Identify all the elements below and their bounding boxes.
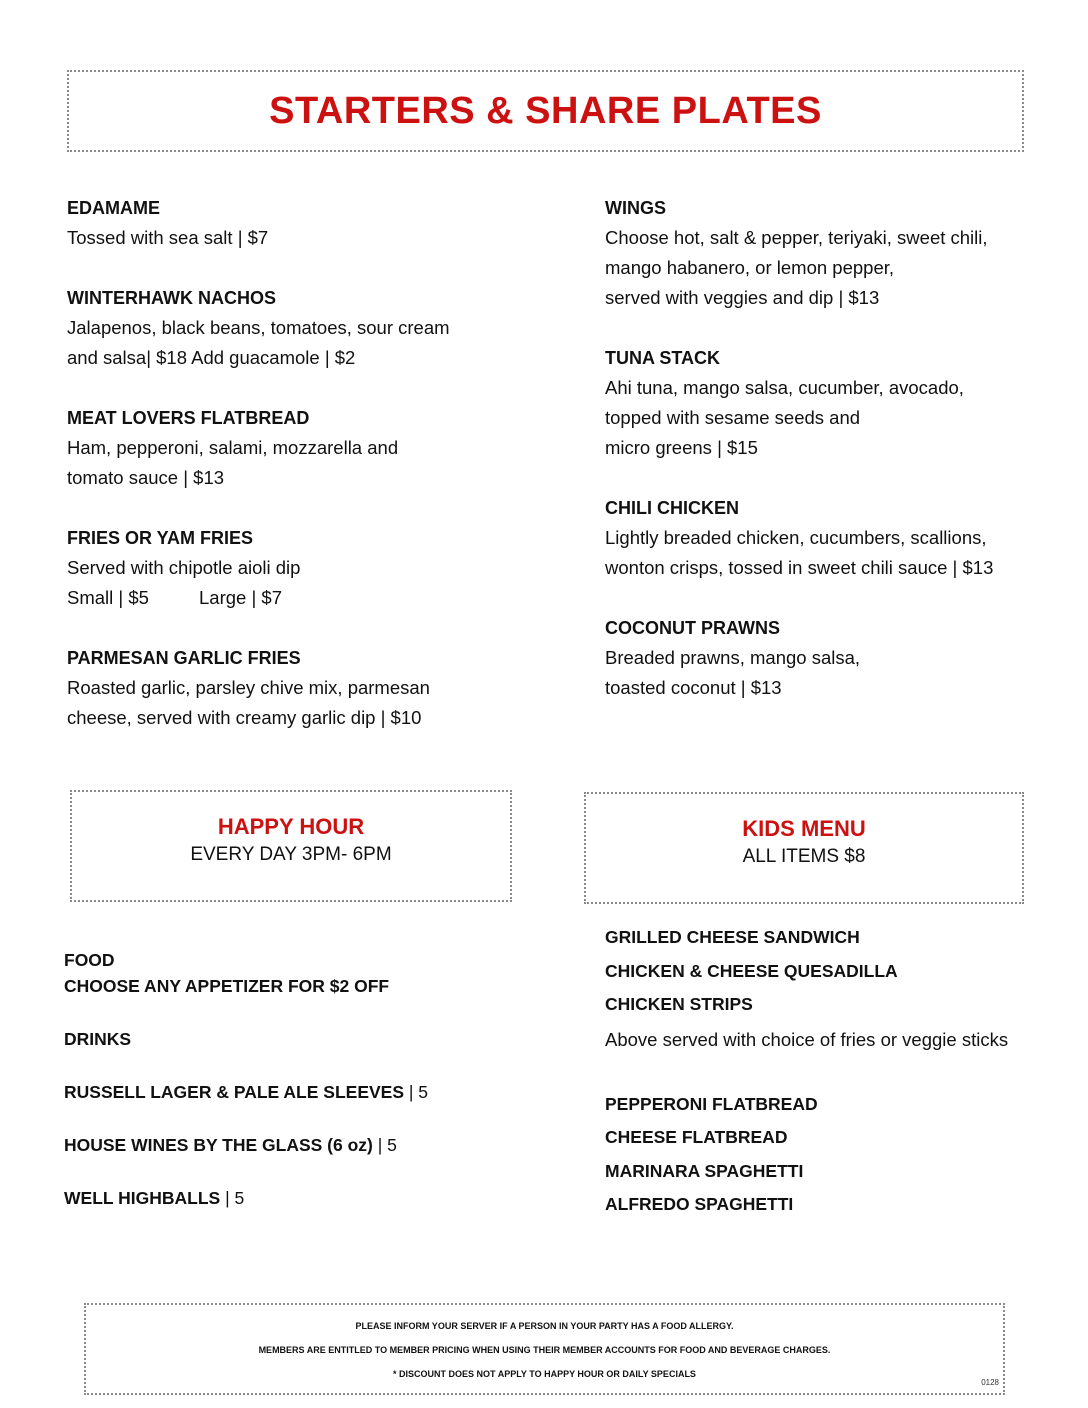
menu-item (67, 523, 537, 613)
food-offer: CHOOSE ANY APPETIZER FOR $2 OFF (64, 976, 390, 996)
drink-item (64, 1185, 534, 1211)
item-description: cheese, served with creamy garlic dip | $10 (67, 707, 422, 728)
item-description: Ham, pepperoni, salami, mozzarella and (67, 437, 399, 458)
discount-notice: * DISCOUNT DOES NOT APPLY TO HAPPY HOUR OR DAILY SPECIALS (393, 1369, 696, 1379)
allergy-notice: PLEASE INFORM YOUR SERVER IF A PERSON IN YOUR PARTY HAS A FOOD ALLERGY. (355, 1321, 734, 1331)
drinks-label: DRINKS (64, 1029, 132, 1049)
item-name: MEAT LOVERS FLATBREAD (67, 408, 310, 428)
menu-item (67, 403, 537, 493)
title-box (67, 70, 1024, 152)
menu-item (67, 643, 537, 733)
item-description: Roasted garlic, parsley chive mix, parmesan (67, 677, 430, 698)
item-name: WINGS (605, 198, 666, 218)
menu-item (605, 193, 1045, 313)
item-name: EDAMAME (67, 198, 160, 218)
item-description: Breaded prawns, mango salsa, (605, 647, 861, 668)
item-description: Lightly breaded chicken, cucumbers, scallions, (605, 527, 987, 548)
item-description: topped with sesame seeds and (605, 407, 861, 428)
item-sizes (67, 583, 537, 613)
item-name: CHILI CHICKEN (605, 498, 739, 518)
kids-item: ALFREDO SPAGHETTI (605, 1194, 794, 1214)
drink-price: | 5 (225, 1188, 245, 1208)
happy-hour-list (64, 947, 534, 1211)
kids-menu-box (584, 792, 1024, 904)
menu-item (67, 283, 537, 373)
item-description: tomato sauce | $13 (67, 467, 225, 488)
starters-left-column (67, 193, 537, 763)
drink-name: RUSSELL LAGER & PALE ALE SLEEVES (64, 1082, 405, 1102)
kids-item: CHICKEN & CHEESE QUESADILLA (605, 960, 898, 981)
menu-item (67, 193, 537, 253)
drink-name: HOUSE WINES BY THE GLASS (6 oz) (64, 1135, 373, 1155)
kids-item: MARINARA SPAGHETTI (605, 1160, 804, 1181)
menu-item (605, 343, 1045, 463)
kids-note: Above served with choice of fries or veggie sticks (605, 1028, 1009, 1050)
food-label: FOOD (64, 950, 115, 970)
item-description: mango habanero, or lemon pepper, (605, 257, 895, 278)
kids-item: PEPPERONI FLATBREAD (605, 1093, 818, 1114)
size-small-price: Small | $5 (67, 587, 149, 608)
kids-menu-title: KIDS MENU (742, 816, 866, 841)
item-name: FRIES OR YAM FRIES (67, 528, 254, 548)
item-description: Ahi tuna, mango salsa, cucumber, avocado, (605, 377, 964, 398)
item-name: COCONUT PRAWNS (605, 618, 780, 638)
happy-hour-title: HAPPY HOUR (217, 814, 365, 839)
footer-notice-box (84, 1303, 1005, 1395)
menu-item (605, 493, 1045, 583)
item-description: and salsa| $18 Add guacamole | $2 (67, 347, 356, 368)
drink-price: | 5 (408, 1082, 429, 1102)
happy-hour-times: EVERY DAY 3PM- 6PM (190, 844, 392, 865)
menu-item (605, 613, 1045, 703)
document-code: 0128 (981, 1378, 999, 1387)
kids-item: CHICKEN STRIPS (605, 994, 753, 1014)
item-description: Served with chipotle aioli dip (67, 557, 301, 578)
item-name: PARMESAN GARLIC FRIES (67, 648, 301, 668)
happy-hour-box (70, 790, 512, 902)
drink-item (64, 1132, 534, 1158)
member-pricing-notice: MEMBERS ARE ENTITLED TO MEMBER PRICING WHEN USING THEIR MEMBER ACCOUNTS FOR FOOD AND BEVERAGE CHARGES. (258, 1345, 831, 1355)
item-description: micro greens | $15 (605, 437, 758, 458)
item-description: wonton crisps, tossed in sweet chili sauce | $13 (605, 557, 994, 578)
size-large-price: Large | $7 (199, 587, 282, 608)
kids-item: CHEESE FLATBREAD (605, 1127, 788, 1147)
item-description: Jalapenos, black beans, tomatoes, sour cream (67, 317, 450, 338)
item-name: WINTERHAWK NACHOS (67, 288, 276, 308)
item-name: TUNA STACK (605, 348, 720, 368)
page-title: STARTERS & SHARE PLATES (269, 90, 822, 132)
drink-price: | 5 (377, 1135, 397, 1155)
kids-menu-price: ALL ITEMS $8 (742, 846, 866, 867)
drink-item (64, 1079, 534, 1105)
kids-menu-list (605, 921, 1045, 1222)
item-description: Tossed with sea salt | $7 (67, 227, 269, 248)
item-description: Choose hot, salt & pepper, teriyaki, sweet chili, (605, 227, 988, 248)
starters-right-column (605, 193, 1045, 733)
drink-name: WELL HIGHBALLS (64, 1188, 221, 1208)
item-description: toasted coconut | $13 (605, 677, 782, 698)
kids-item: GRILLED CHEESE SANDWICH (605, 927, 860, 947)
item-description: served with veggies and dip | $13 (605, 287, 880, 308)
